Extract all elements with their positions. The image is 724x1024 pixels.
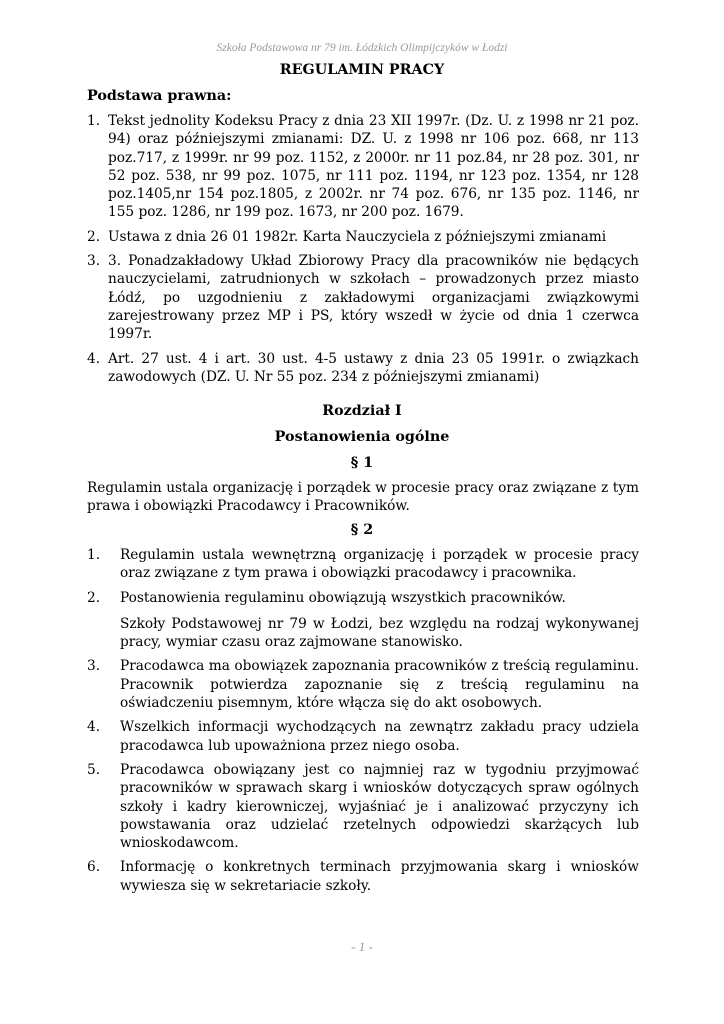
item-number: 1. [87, 113, 101, 129]
item-text: Art. 27 ust. 4 i art. 30 ust. 4-5 ustawy z dnia 23 05 1991r. o związkach zawodowych (DZ. U. Nr 55 poz. 234 z późniejszymi zmianami) [108, 350, 639, 385]
item-text: Postanowienia regulaminu obowiązują wszystkich pracowników. [120, 589, 566, 606]
section-2-item [87, 858, 639, 895]
item-text: Pracodawca ma obowiązek zapoznania pracowników z treścią regulaminu. Pracownik potwierdza zapoznanie się z treścią regulaminu na oświadczeniu pisemnym, które włącza się do akt osobowych. [120, 658, 639, 712]
section-2-item [87, 657, 639, 712]
item-text: Tekst jednolity Kodeksu Pracy z dnia 23 XII 1997r. (Dz. U. z 1998 nr 21 poz. 94) oraz późniejszymi zmianami: DZ. U. z 1998 nr 106 poz. 668, nr 113 poz.717, z 1999r. nr 99 poz. 1152, z 2000r. nr 11 poz.84, nr 28 poz. 301, nr 52 poz. 538, nr 99 poz. 1075, nr 111 poz. 1194, nr 123 poz. 1354, nr 128 poz.1405,nr 154 poz.1805, z 2002r. nr 74 poz. 676, nr 135 poz. 1146, nr 155 poz. 1286, nr 199 poz. 1673, nr 200 poz. 1679. [108, 113, 639, 221]
section-2-list [87, 546, 639, 901]
legal-basis-item [87, 350, 639, 387]
legal-basis-item [87, 228, 639, 246]
item-number: 4. [87, 350, 101, 367]
section-2-item [87, 718, 639, 755]
legal-basis-item [87, 252, 639, 343]
legal-basis-heading: Podstawa prawna: [87, 88, 232, 104]
item-number: 3. [87, 253, 101, 270]
item-text: Regulamin ustala wewnętrzną organizację i porządek w procesie pracy oraz związane z tym prawa i obowiązki pracodawcy i pracownika. [120, 547, 639, 582]
page-number: - 1 - [351, 939, 373, 954]
chapter-title: Postanowienia ogólne [274, 429, 450, 445]
section-sign-2: § 2 [350, 522, 374, 538]
item-number: 1. [87, 547, 101, 563]
item-text: Wszelkich informacji wychodzących na zewnątrz zakładu pracy udziela pracodawca lub upoważniona przez niego osoba. [120, 719, 639, 754]
section-2-item [87, 761, 639, 852]
section-2-item [87, 589, 639, 607]
item-text: Ustawa z dnia 26 01 1982r. Karta Nauczyciela z późniejszymi zmianami [108, 228, 607, 245]
page-header: Szkoła Podstawowa nr 79 im. Łódzkich Olimpijczyków w Łodzi [216, 42, 508, 54]
item-number: 2. [87, 589, 101, 606]
legal-basis-item [87, 112, 639, 222]
chapter-label: Rozdział I [322, 403, 402, 419]
item-number: 3. [87, 658, 101, 675]
item-text: Informację o konkretnych terminach przyjmowania skarg i wniosków wywiesza się w sekretariacie szkoły. [120, 859, 639, 894]
legal-basis-list [87, 112, 639, 392]
document-title: REGULAMIN PRACY [279, 62, 445, 78]
section-2-item-subtext: Szkoły Podstawowej nr 79 w Łodzi, bez względu na rodzaj wykonywanej pracy, wymiar czasu oraz zajmowane stanowisko. [120, 615, 639, 651]
item-text: Pracodawca obowiązany jest co najmniej raz w tygodniu przyjmować pracowników w sprawach skarg i wniosków dotyczących spraw ogólnych szkoły i kadry kierowniczej, wyjaśniać je i analizować przyczyny ich powstawania oraz udzielać rzetelnych odpowiedzi skarżących lub wnioskodawcom. [120, 761, 639, 852]
section-2-item [87, 546, 639, 583]
section-1-text: Regulamin ustala organizację i porządek w procesie pracy oraz związane z tym prawa i obowiązki Pracodawcy i Pracowników. [87, 480, 639, 515]
item-text: 3. Ponadzakładowy Układ Zbiorowy Pracy dla pracowników nie będących nauczycielami, zatrudnionych w szkołach – prowadzonych przez miasto Łódź, po uzgodnieniu z zakładowymi organizacjami związkowymi zarejestrowany przez MP i PS, który wszedł w życie od dnia 1 czerwca 1997r. [108, 253, 639, 343]
item-number: 6. [87, 859, 101, 876]
section-sign-1: § 1 [350, 455, 374, 471]
item-number: 4. [87, 719, 101, 736]
item-number: 2. [87, 228, 101, 245]
item-number: 5. [87, 761, 101, 778]
